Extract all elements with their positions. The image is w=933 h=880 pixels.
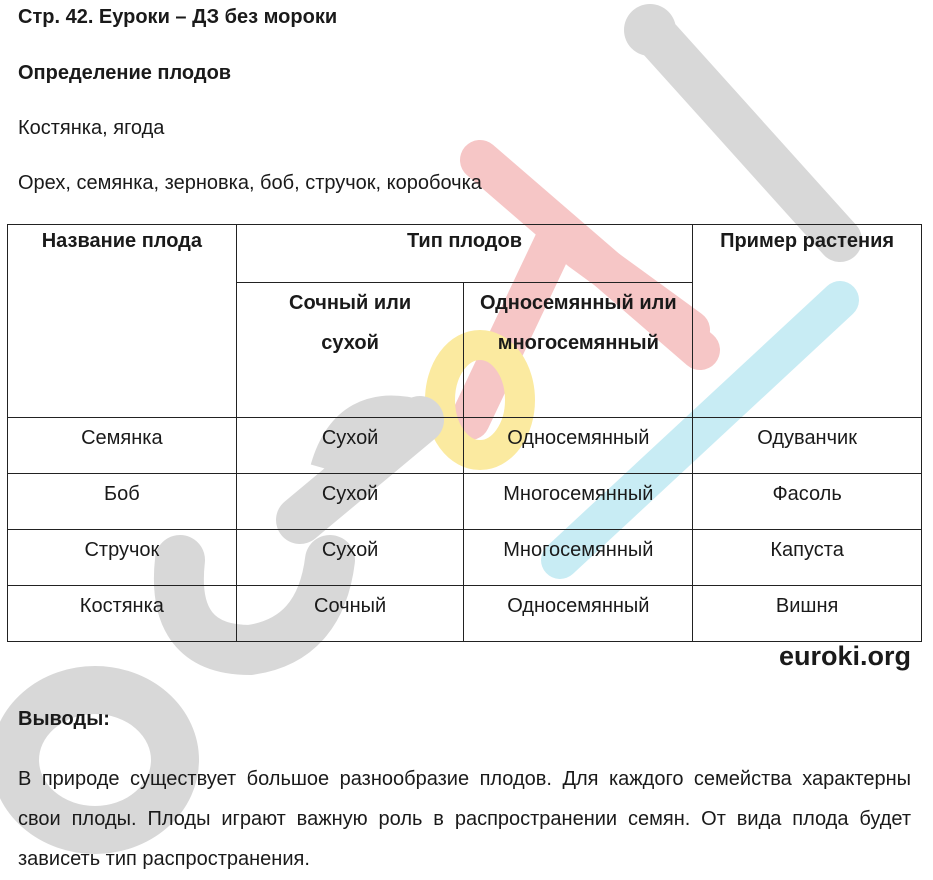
section-title: Определение плодов bbox=[18, 62, 232, 84]
cell-juicy: Сочный bbox=[236, 586, 464, 642]
header-fruit-name: Название плода bbox=[8, 225, 237, 418]
answer-line-1: Костянка, ягода bbox=[18, 117, 165, 139]
header-juicy-or-dry: Сочный или сухой bbox=[236, 283, 464, 418]
header-fruit-type: Тип плодов bbox=[236, 225, 692, 283]
cell-fruit-name: Стручок bbox=[8, 530, 237, 586]
cell-example: Вишня bbox=[693, 586, 922, 642]
cell-juicy: Сухой bbox=[236, 474, 464, 530]
cell-example: Одуванчик bbox=[693, 418, 922, 474]
table-row bbox=[8, 418, 922, 474]
fruit-table bbox=[7, 224, 922, 642]
table-row bbox=[8, 474, 922, 530]
conclusion-heading: Выводы: bbox=[18, 708, 110, 730]
cell-juicy: Сухой bbox=[236, 418, 464, 474]
cell-example: Фасоль bbox=[693, 474, 922, 530]
site-name: euroki.org bbox=[778, 641, 911, 671]
cell-seeds: Односемянный bbox=[464, 418, 693, 474]
conclusion-text: В природе существует большое разнообразие плодов. Для каждого семейства характерны свои плоды. Плоды играют важную роль в распространении семян. От вида плода будет зависеть тип распространения. bbox=[18, 768, 911, 870]
cell-seeds: Многосемянный bbox=[464, 530, 693, 586]
header-seed-count: Односемянный или многосемянный bbox=[464, 283, 693, 418]
cell-fruit-name: Костянка bbox=[8, 586, 237, 642]
page-title: Стр. 42. Еуроки – ДЗ без мороки bbox=[18, 6, 338, 28]
cell-seeds: Многосемянный bbox=[464, 474, 693, 530]
answer-line-2: Орех, семянка, зерновка, боб, стручок, коробочка bbox=[18, 172, 482, 194]
header-plant-example: Пример растения bbox=[693, 225, 922, 418]
table-row bbox=[8, 586, 922, 642]
cell-juicy: Сухой bbox=[236, 530, 464, 586]
cell-fruit-name: Боб bbox=[8, 474, 237, 530]
cell-example: Капуста bbox=[693, 530, 922, 586]
cell-fruit-name: Семянка bbox=[8, 418, 237, 474]
table-row bbox=[8, 530, 922, 586]
cell-seeds: Односемянный bbox=[464, 586, 693, 642]
